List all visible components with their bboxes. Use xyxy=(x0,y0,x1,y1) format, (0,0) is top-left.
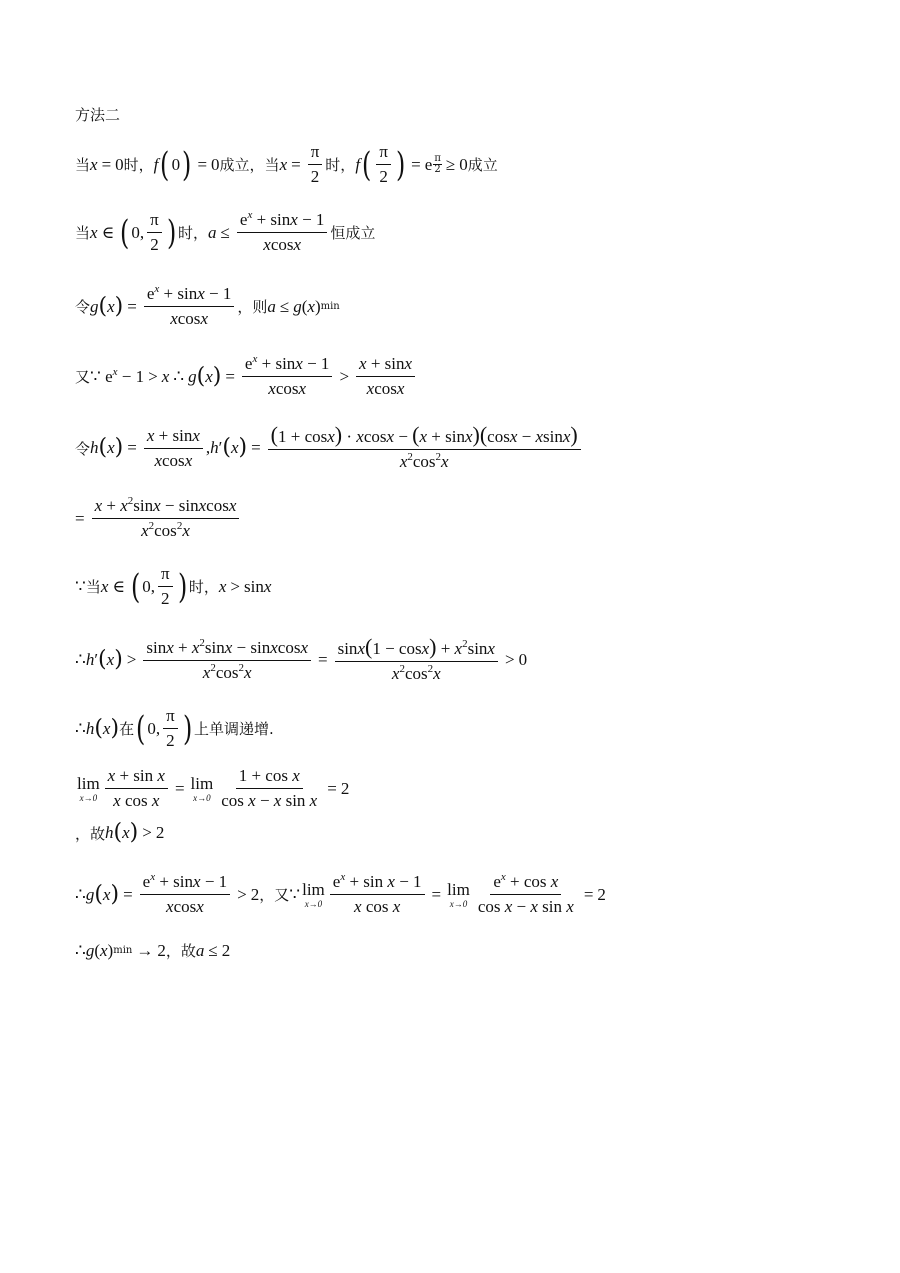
line-x-greater-sinx: ∵ 当 x ∈ ( 0, $\frac{\pi}{2}$ ) 时， x > sinx xyxy=(75,564,272,608)
line-derivative-positive: ∴ h ′ ( x ) > $\frac{\sin x + x^2\sin x - sinxcosx}{x^2\cos^2x}$ = $\frac{\sin x(1 - \cos x) + x^2\sin x}{x^2\cos^2x}$ > 0 xyxy=(75,634,528,683)
line-inequality-ex: 又 ∵ $e^x - 1$ > x ∴ g ( x ) = $\frac{e^x + \sin x - 1}{xcosx}$ > $\frac{x + \sin x}{xcosx}$ xyxy=(75,354,418,399)
line-conclusion: ∴ g ( x ) min → 2 ，故 a ≤ 2 xyxy=(75,940,231,960)
line-interval-condition: 当 x ∈ ( 0, $\frac{\pi}{2}$ ) 时， a ≤ $\frac{e^x + \sin x - 1}{xcosx}$ 恒成立 xyxy=(75,209,376,254)
line-g-limit: ∴ g ( x ) = $\frac{e^x + \sin x - 1}{xcosx}$ > 2 ，又 ∵ lim x→0 $\frac{e^x + \sin x - 1}{\text{x cos x}}$ = lim x→0 $\frac{e^x + \cos x}{\text{cos x − x sin x}}$ = 2 xyxy=(75,871,606,916)
line-h-increasing: ∴ h ( x ) 在 ( 0, $\frac{\pi}{2}$ ) 上单调递增. xyxy=(75,706,274,750)
heading: 方法二 xyxy=(75,106,121,124)
line-boundary-check: 当 x = 0 时， f ( 0 ) = 0 成立， 当 x = $\frac{\pi}{2}$ 时， f ( $\frac{\pi}{2}$ ) = e $\frac{\pi}{2}$ ≥ 0 成立 xyxy=(75,142,498,186)
line-simplify: = $\frac{x + x^2\sin x - sinxcosx}{x^2\cos^2x}$ xyxy=(75,496,242,541)
line-limit-h: lim x→0 $\frac{\text{x + sin x}}{\text{x cos x}}$ = lim x→0 $\frac{\text{1 + cos x}}{\text{cos x − x sin x}}$ = 2 xyxy=(77,766,350,810)
line-define-h: 令 h ( x ) = $\frac{x + \sin x}{xcosx}$ , h ′ ( x ) = $\frac{(1 + \cos x) \cdot xcosx - (x + \sin x)(\cos x - xsinx)}{x^2\cos^2x}$ xyxy=(75,424,584,472)
line-define-g: 令 g ( x ) = $\frac{e^x + \sin x - 1}{xcosx}$ ，则 a ≤ g ( x ) min xyxy=(75,283,340,328)
line-h-greater-2: ，故 h ( x ) > 2 xyxy=(75,820,165,845)
